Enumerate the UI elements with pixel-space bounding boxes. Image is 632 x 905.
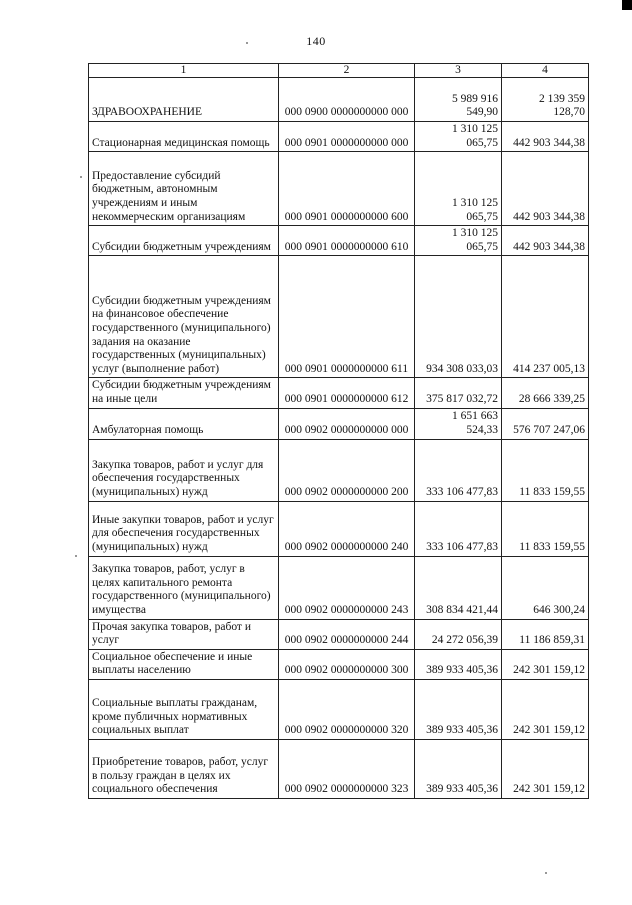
page-number: 140 xyxy=(306,34,326,48)
row-value-3-cell: 389 933 405,36 xyxy=(415,649,502,679)
table-row xyxy=(89,152,589,226)
table-row xyxy=(89,408,589,439)
table-row xyxy=(89,226,589,256)
row-name-cell: Субсидии бюджетным учреждениям xyxy=(89,226,279,256)
row-value-3-cell: 1 310 125 065,75 xyxy=(415,152,502,226)
scan-speck xyxy=(75,555,77,557)
row-code-cell: 000 0901 0000000000 611 xyxy=(279,256,415,378)
row-code-cell: 000 0901 0000000000 610 xyxy=(279,226,415,256)
row-value-3-cell: 1 651 663 524,33 xyxy=(415,408,502,439)
column-header: 4 xyxy=(502,64,589,78)
table-row xyxy=(89,378,589,408)
row-code-cell: 000 0900 0000000000 000 xyxy=(279,78,415,122)
row-value-4-cell: 242 301 159,12 xyxy=(502,649,589,679)
table-row xyxy=(89,649,589,679)
row-name-cell: ЗДРАВООХРАНЕНИЕ xyxy=(89,78,279,122)
row-code-cell: 000 0902 0000000000 240 xyxy=(279,501,415,556)
row-name-cell: Предоставление субсидий бюджетным, автономным учреждениям и иным некоммерческим организациям xyxy=(89,152,279,226)
row-value-3-cell: 389 933 405,36 xyxy=(415,739,502,798)
row-value-3-cell: 389 933 405,36 xyxy=(415,679,502,739)
row-name-cell: Субсидии бюджетным учреждениям на финансовое обеспечение государственного (муниципального) задания на оказание государственных (муниципальных) услуг (выполнение работ) xyxy=(89,256,279,378)
row-code-cell: 000 0902 0000000000 000 xyxy=(279,408,415,439)
row-name-cell: Закупка товаров, работ и услуг для обеспечения государственных (муниципальных) нужд xyxy=(89,439,279,501)
table-row xyxy=(89,256,589,378)
row-value-3-cell: 1 310 125 065,75 xyxy=(415,122,502,152)
row-code-cell: 000 0902 0000000000 320 xyxy=(279,679,415,739)
row-value-3-cell: 5 989 916 549,90 xyxy=(415,78,502,122)
row-value-4-cell: 2 139 359 128,70 xyxy=(502,78,589,122)
column-header: 2 xyxy=(279,64,415,78)
row-value-4-cell: 11 833 159,55 xyxy=(502,501,589,556)
row-value-3-cell: 24 272 056,39 xyxy=(415,619,502,649)
row-name-cell: Иные закупки товаров, работ и услуг для обеспечения государственных (муниципальных) нужд xyxy=(89,501,279,556)
row-value-3-cell: 333 106 477,83 xyxy=(415,501,502,556)
row-name-cell: Закупка товаров, работ, услуг в целях капитального ремонта государственного (муниципального) имущества xyxy=(89,556,279,619)
row-code-cell: 000 0902 0000000000 323 xyxy=(279,739,415,798)
row-name-cell: Приобретение товаров, работ, услуг в пользу граждан в целях их социального обеспечения xyxy=(89,739,279,798)
row-value-3-cell: 333 106 477,83 xyxy=(415,439,502,501)
scan-speck xyxy=(545,872,547,874)
row-value-4-cell: 11 833 159,55 xyxy=(502,439,589,501)
scan-speck xyxy=(246,42,248,44)
table-row xyxy=(89,501,589,556)
row-value-4-cell: 28 666 339,25 xyxy=(502,378,589,408)
row-name-cell: Социальные выплаты гражданам, кроме публичных нормативных социальных выплат xyxy=(89,679,279,739)
row-code-cell: 000 0902 0000000000 243 xyxy=(279,556,415,619)
row-value-3-cell: 934 308 033,03 xyxy=(415,256,502,378)
scan-speck xyxy=(80,176,82,178)
table-row xyxy=(89,122,589,152)
row-code-cell: 000 0901 0000000000 612 xyxy=(279,378,415,408)
row-code-cell: 000 0901 0000000000 000 xyxy=(279,122,415,152)
row-value-4-cell: 442 903 344,38 xyxy=(502,152,589,226)
table-header-row xyxy=(89,64,589,78)
row-name-cell: Субсидии бюджетным учреждениям на иные цели xyxy=(89,378,279,408)
row-name-cell: Социальное обеспечение и иные выплаты населению xyxy=(89,649,279,679)
row-code-cell: 000 0902 0000000000 200 xyxy=(279,439,415,501)
row-value-4-cell: 242 301 159,12 xyxy=(502,739,589,798)
column-header: 1 xyxy=(89,64,279,78)
table-row xyxy=(89,556,589,619)
row-name-cell: Стационарная медицинская помощь xyxy=(89,122,279,152)
table-row xyxy=(89,439,589,501)
row-code-cell: 000 0901 0000000000 600 xyxy=(279,152,415,226)
row-value-4-cell: 414 237 005,13 xyxy=(502,256,589,378)
table-row xyxy=(89,739,589,798)
row-value-3-cell: 308 834 421,44 xyxy=(415,556,502,619)
row-value-4-cell: 442 903 344,38 xyxy=(502,226,589,256)
column-header: 3 xyxy=(415,64,502,78)
row-code-cell: 000 0902 0000000000 300 xyxy=(279,649,415,679)
row-code-cell: 000 0902 0000000000 244 xyxy=(279,619,415,649)
row-name-cell: Прочая закупка товаров, работ и услуг xyxy=(89,619,279,649)
table-row xyxy=(89,679,589,739)
row-value-3-cell: 1 310 125 065,75 xyxy=(415,226,502,256)
row-value-4-cell: 242 301 159,12 xyxy=(502,679,589,739)
row-value-4-cell: 442 903 344,38 xyxy=(502,122,589,152)
row-value-4-cell: 11 186 859,31 xyxy=(502,619,589,649)
row-value-4-cell: 576 707 247,06 xyxy=(502,408,589,439)
scan-corner-mark xyxy=(622,0,632,10)
row-value-3-cell: 375 817 032,72 xyxy=(415,378,502,408)
row-name-cell: Амбулаторная помощь xyxy=(89,408,279,439)
table-row xyxy=(89,78,589,122)
table-row xyxy=(89,619,589,649)
row-value-4-cell: 646 300,24 xyxy=(502,556,589,619)
budget-table xyxy=(88,63,589,799)
